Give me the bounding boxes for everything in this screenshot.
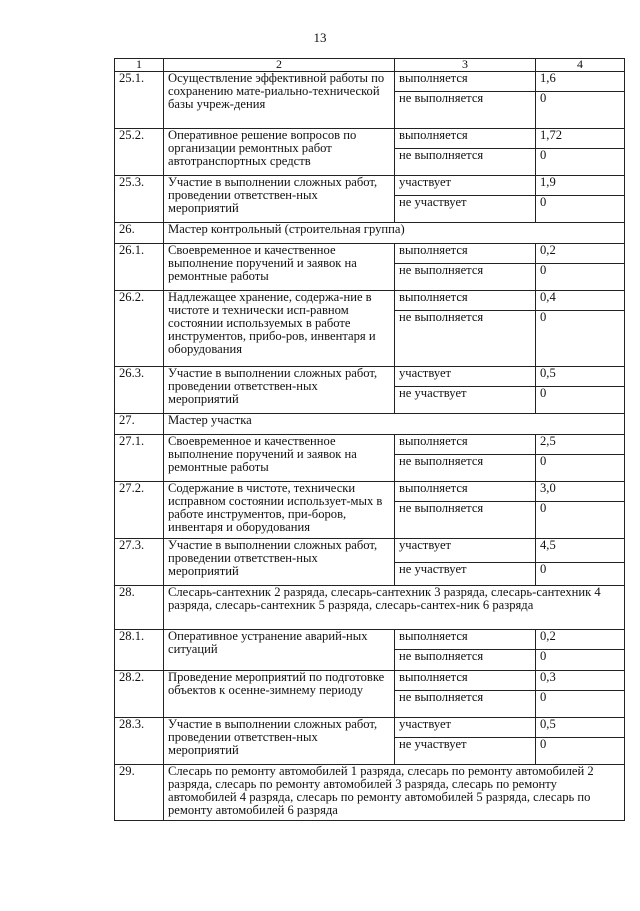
page-number: 13: [313, 30, 327, 45]
status-not-met: не выполняется: [395, 264, 536, 291]
header-row: [115, 59, 625, 72]
section-title: Слесарь-сантехник 2 разряда, слесарь-сантехник 3 разряда, слесарь-сантехник 4 разряда, слесарь-сантехник 5 разряда, слесарь-сантех-ник 6 разряда: [164, 586, 625, 630]
value-met: 1,9: [536, 176, 625, 196]
table-row: [115, 482, 625, 502]
section-title: Мастер участка: [164, 414, 625, 435]
status-met: участвует: [395, 718, 536, 738]
table-row: [115, 718, 625, 738]
status-not-met: не участвует: [395, 563, 536, 586]
status-met: участвует: [395, 176, 536, 196]
table-row: [115, 244, 625, 264]
item-description: Участие в выполнении сложных работ, проведении ответствен-ных мероприятий: [164, 176, 395, 223]
item-description: Содержание в чистоте, технически исправном состоянии использует-мых в работе инструментов, при-боров, инвентаря и оборудования: [164, 482, 395, 539]
section-title: Мастер контрольный (строительная группа): [164, 223, 625, 244]
section-row: [115, 765, 625, 821]
item-number: 27.2.: [115, 482, 164, 539]
item-description: Проведение мероприятий по подготовке объектов к осенне-зимнему периоду: [164, 671, 395, 718]
status-not-met: не участвует: [395, 387, 536, 414]
section-number: 27.: [115, 414, 164, 435]
table-row: [115, 176, 625, 196]
value-met: 0,4: [536, 291, 625, 311]
item-number: 26.3.: [115, 367, 164, 414]
value-not-met: 0: [536, 311, 625, 367]
value-met: 4,5: [536, 539, 625, 563]
table-row: [115, 539, 625, 563]
value-not-met: 0: [536, 502, 625, 539]
status-met: выполняется: [395, 630, 536, 650]
item-description: Оперативное устранение аварий-ных ситуаций: [164, 630, 395, 671]
table-row: [115, 435, 625, 455]
status-met: участвует: [395, 367, 536, 387]
table-row: [115, 129, 625, 149]
status-met: выполняется: [395, 129, 536, 149]
status-not-met: не выполняется: [395, 455, 536, 482]
item-number: 26.2.: [115, 291, 164, 367]
item-description: Участие в выполнении сложных работ, проведении ответствен-ных мероприятий: [164, 367, 395, 414]
status-met: выполняется: [395, 291, 536, 311]
status-not-met: не выполняется: [395, 502, 536, 539]
section-row: [115, 223, 625, 244]
column-header-2: 2: [164, 59, 395, 72]
value-not-met: 0: [536, 738, 625, 765]
item-description: Своевременное и качественное выполнение поручений и заявок на ремонтные работы: [164, 435, 395, 482]
section-title: Слесарь по ремонту автомобилей 1 разряда, слесарь по ремонту автомобилей 2 разряда, слесарь по ремонту автомобилей 3 разряда, слесарь по ремонту автомобилей 4 разряда, слесарь по ремонту автомобилей 5 разряда, слесарь по ремонту автомобилей 6 разряда: [164, 765, 625, 821]
item-number: 26.1.: [115, 244, 164, 291]
value-not-met: 0: [536, 196, 625, 223]
item-number: 28.2.: [115, 671, 164, 718]
value-not-met: 0: [536, 149, 625, 176]
status-not-met: не участвует: [395, 738, 536, 765]
item-description: Осуществление эффективной работы по сохранению мате-риально-технической базы учреж-дения: [164, 72, 395, 129]
table-row: [115, 671, 625, 691]
criteria-table: [114, 58, 625, 821]
value-not-met: 0: [536, 264, 625, 291]
status-not-met: не участвует: [395, 196, 536, 223]
status-not-met: не выполняется: [395, 311, 536, 367]
value-met: 1,72: [536, 129, 625, 149]
section-number: 28.: [115, 586, 164, 630]
item-number: 25.1.: [115, 72, 164, 129]
table-row: [115, 630, 625, 650]
section-number: 29.: [115, 765, 164, 821]
table-body: [115, 59, 625, 821]
section-number: 26.: [115, 223, 164, 244]
table-row: [115, 291, 625, 311]
table-row: [115, 72, 625, 92]
status-met: выполняется: [395, 435, 536, 455]
value-met: 0,2: [536, 244, 625, 264]
status-met: выполняется: [395, 72, 536, 92]
status-met: выполняется: [395, 482, 536, 502]
value-met: 0,3: [536, 671, 625, 691]
value-not-met: 0: [536, 691, 625, 718]
value-met: 0,5: [536, 367, 625, 387]
status-not-met: не выполняется: [395, 650, 536, 671]
section-row: [115, 586, 625, 630]
item-description: Надлежащее хранение, содержа-ние в чистоте и технически исп-равном состоянии используемых в работе инструментов, прибо-ров, инвентаря и оборудования: [164, 291, 395, 367]
column-header-3: 3: [395, 59, 536, 72]
value-not-met: 0: [536, 563, 625, 586]
status-not-met: не выполняется: [395, 691, 536, 718]
status-met: выполняется: [395, 244, 536, 264]
item-description: Своевременное и качественное выполнение поручений и заявок на ремонтные работы: [164, 244, 395, 291]
item-number: 27.3.: [115, 539, 164, 586]
value-not-met: 0: [536, 387, 625, 414]
status-met: выполняется: [395, 671, 536, 691]
status-met: участвует: [395, 539, 536, 563]
table-row: [115, 367, 625, 387]
value-not-met: 0: [536, 455, 625, 482]
item-description: Участие в выполнении сложных работ, проведении ответствен-ных мероприятий: [164, 718, 395, 765]
item-number: 25.2.: [115, 129, 164, 176]
item-number: 28.3.: [115, 718, 164, 765]
value-met: 0,5: [536, 718, 625, 738]
item-number: 27.1.: [115, 435, 164, 482]
section-row: [115, 414, 625, 435]
status-not-met: не выполняется: [395, 149, 536, 176]
item-number: 28.1.: [115, 630, 164, 671]
value-met: 1,6: [536, 72, 625, 92]
column-header-4: 4: [536, 59, 625, 72]
item-description: Оперативное решение вопросов по организации ремонтных работ автотранспортных средств: [164, 129, 395, 176]
value-not-met: 0: [536, 650, 625, 671]
status-not-met: не выполняется: [395, 92, 536, 129]
value-met: 0,2: [536, 630, 625, 650]
value-not-met: 0: [536, 92, 625, 129]
value-met: 2,5: [536, 435, 625, 455]
value-met: 3,0: [536, 482, 625, 502]
item-number: 25.3.: [115, 176, 164, 223]
item-description: Участие в выполнении сложных работ, проведении ответствен-ных мероприятий: [164, 539, 395, 586]
column-header-1: 1: [115, 59, 164, 72]
